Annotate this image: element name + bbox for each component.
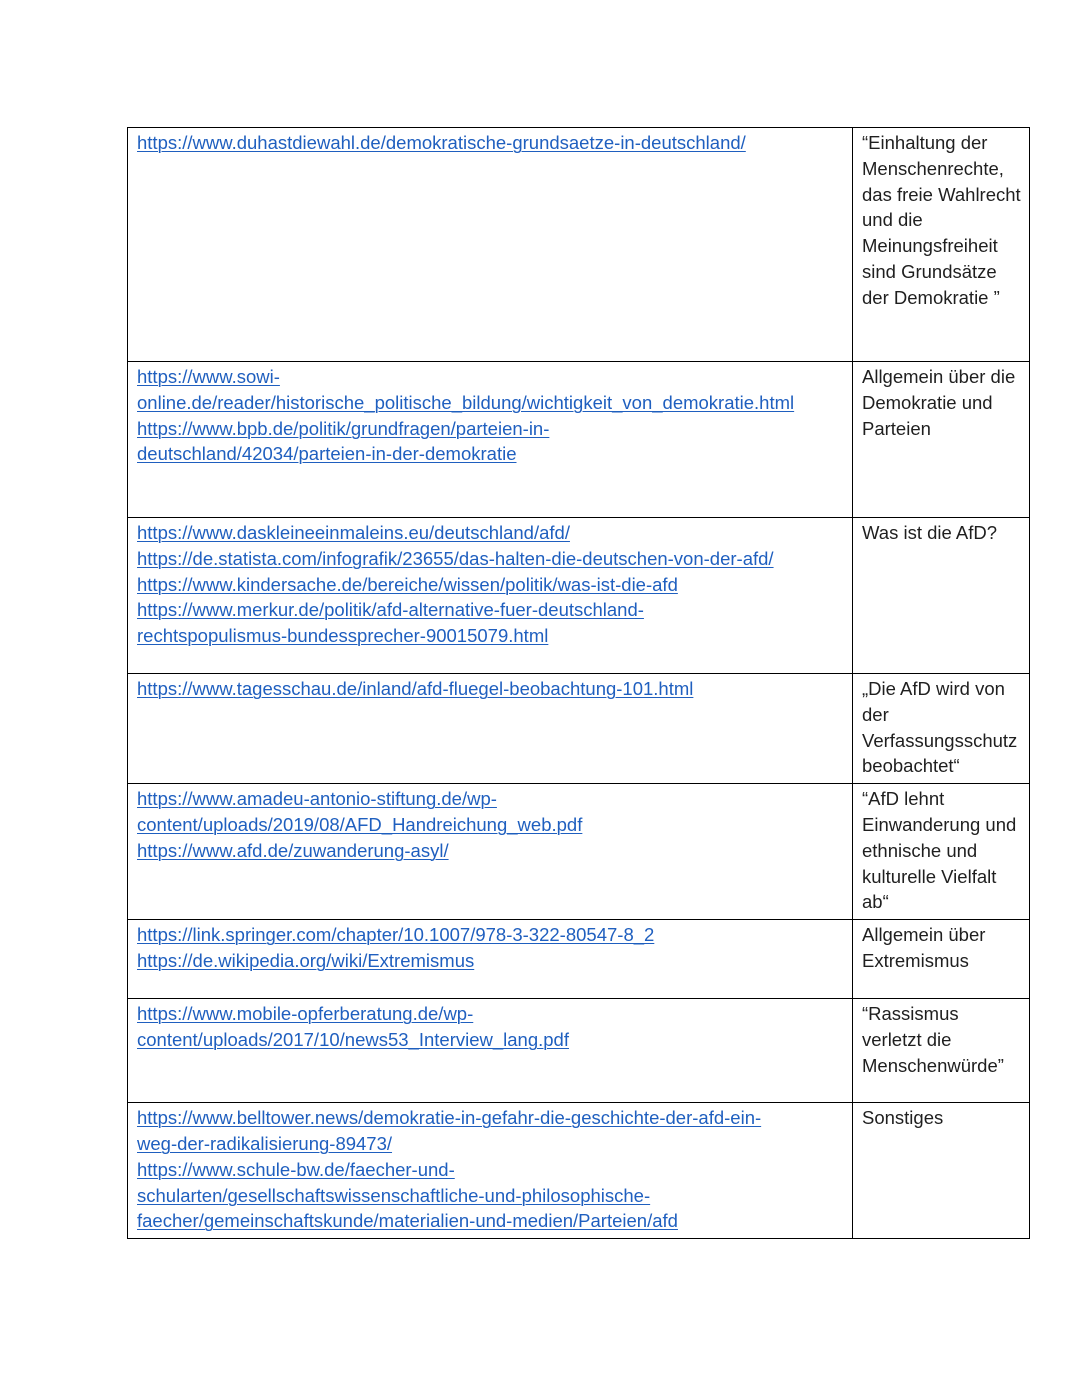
description-text: Allgemein über Extremismus [862,924,986,971]
source-link[interactable]: https://www.belltower.news/demokratie-in-gefahr-die-geschichte-der-afd-ein- weg-der-radikalisierung-89473/ [137,1107,762,1154]
source-link[interactable]: https://www.afd.de/zuwanderung-asyl/ [137,839,449,861]
source-link[interactable]: https://www.duhastdiewahl.de/demokratische-grundsaetze-in-deutschland/ [137,132,746,153]
description-cell [853,128,1030,362]
description-cell [853,674,1030,784]
links-cell [128,674,853,784]
table-row [128,999,1030,1103]
description-text: Sonstiges [862,1107,944,1129]
description-text: “Rassismus verletzt die Menschenwürde” [862,1003,1004,1076]
description-cell [853,999,1030,1103]
source-link[interactable]: https://www.amadeu-antonio-stiftung.de/wp- content/uploads/2019/08/AFD_Handreichung_web.pdf [137,788,583,835]
description-cell [853,1103,1030,1239]
description-cell [853,518,1030,674]
links-cell [128,999,853,1103]
links-cell [128,784,853,920]
description-cell [853,362,1030,518]
description-text: “AfD lehnt Einwanderung und ethnische und kulturelle Vielfalt ab“ [862,788,1017,913]
table-row [128,674,1030,784]
source-link[interactable]: https://de.wikipedia.org/wiki/Extremismus [137,949,475,971]
source-link[interactable]: https://www.bpb.de/politik/grundfragen/parteien-in- deutschland/42034/parteien-in-der-demokratie [137,417,550,465]
table-row [128,784,1030,920]
table-row [128,362,1030,518]
table-row [128,518,1030,674]
table-row [128,1103,1030,1239]
source-link[interactable]: https://de.statista.com/infografik/23655/das-halten-die-deutschen-von-der-afd/ [137,547,774,569]
source-link[interactable]: https://www.sowi- online.de/reader/historische_politische_bildung/wichtigkeit_von_demokratie.html [137,366,795,413]
sources-table-body [128,128,1030,1239]
source-link[interactable]: https://www.tagesschau.de/inland/afd-fluegel-beobachtung-101.html [137,678,694,699]
source-link[interactable]: https://www.merkur.de/politik/afd-alternative-fuer-deutschland- rechtspopulismus-bundessprecher-90015079.html [137,599,644,647]
source-link[interactable]: https://www.daskleineeinmaleins.eu/deutschland/afd/ [137,522,570,543]
description-text: “Einhaltung der Menschenrechte, das freie Wahlrecht und die Meinungsfreiheit sind Grundsätze der Demokratie ” [862,132,1021,308]
links-cell [128,1103,853,1239]
table-row [128,128,1030,362]
description-text: Allgemein über die Demokratie und Parteien [862,366,1016,439]
source-link[interactable]: https://www.mobile-opferberatung.de/wp- content/uploads/2017/10/news53_Interview_lang.pdf [137,1003,569,1050]
description-text: „Die AfD wird von der Verfassungsschutz beobachtet“ [862,678,1018,777]
links-cell [128,518,853,674]
links-cell [128,128,853,362]
description-text: Was ist die AfD? [862,522,998,543]
sources-table [127,127,1030,1239]
links-cell [128,362,853,518]
table-row [128,920,1030,999]
source-link[interactable]: https://link.springer.com/chapter/10.1007/978-3-322-80547-8_2 [137,924,655,946]
links-cell [128,920,853,999]
description-cell [853,920,1030,999]
source-link[interactable]: https://www.kindersache.de/bereiche/wissen/politik/was-ist-die-afd [137,573,678,595]
source-link[interactable]: https://www.schule-bw.de/faecher-und- schularten/gesellschaftswissenschaftliche-und-philosophische- faecher/gemeinschaftskunde/materialien-und-medien/Parteien/afd [137,1158,678,1232]
description-cell [853,784,1030,920]
